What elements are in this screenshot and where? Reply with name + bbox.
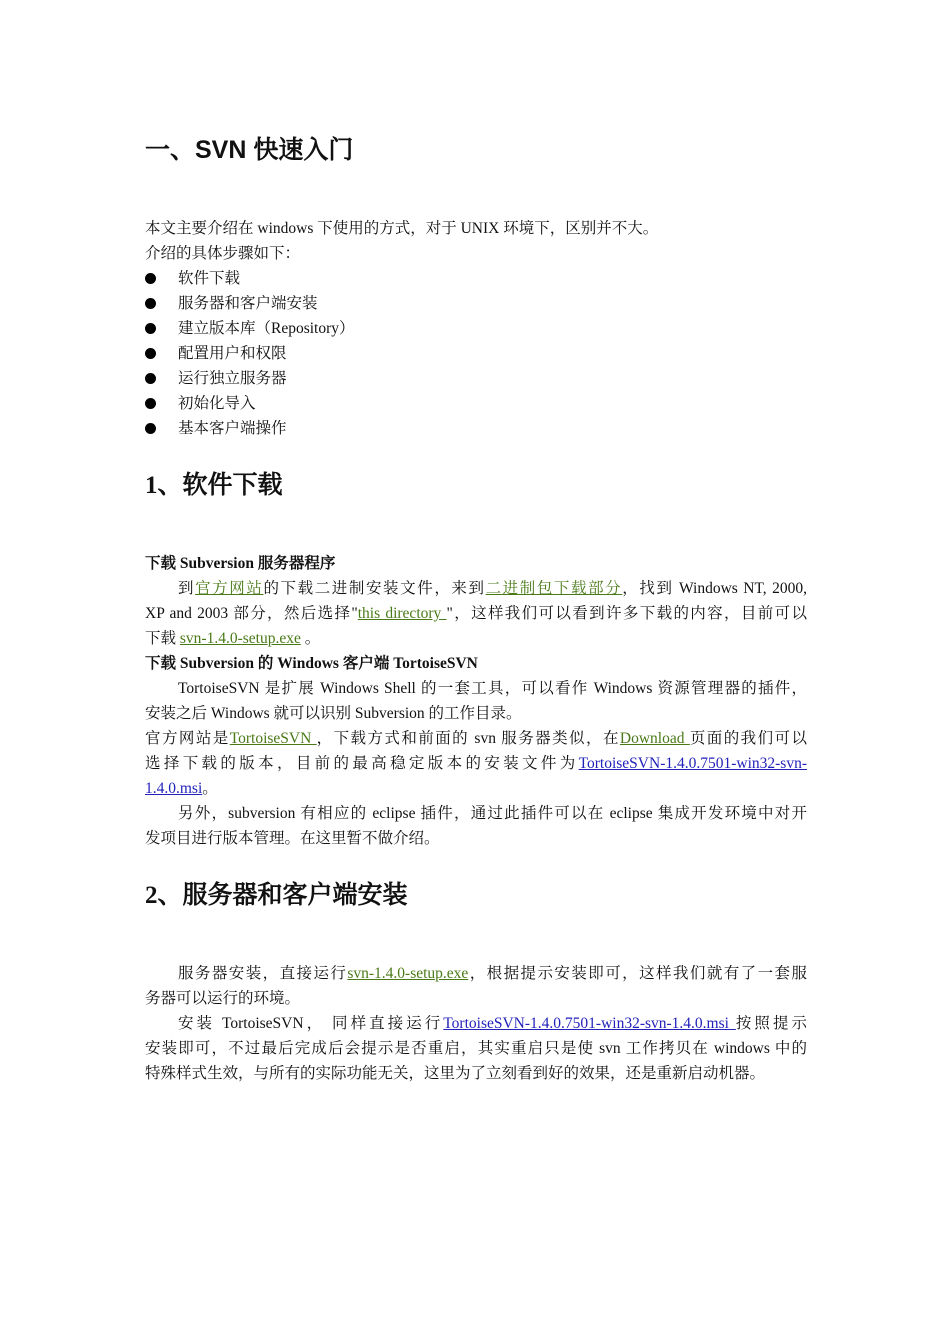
list-item: 建立版本库（Repository）: [145, 316, 807, 341]
paragraph-line: 官方网站是TortoiseSVN ，下载方式和前面的 svn 服务器类似，在Download 页面的我们可以: [145, 730, 807, 747]
binary-download-link[interactable]: 二进制包下载部分: [485, 580, 623, 597]
paragraph-line: 到官方网站的下载二进制安装文件，来到二进制包下载部分，找到 Windows NT, 2000,: [178, 580, 807, 597]
intro-block: [145, 216, 807, 441]
bullet-icon: [145, 298, 156, 309]
paragraph-line: 服务器安装，直接运行svn-1.4.0-setup.exe，根据提示安装即可，这样我们就有了一套服: [178, 965, 807, 982]
intro-line-2: 介绍的具体步骤如下：: [145, 245, 301, 262]
list-item: 软件下载: [145, 266, 807, 291]
tortoisesvn-link[interactable]: TortoiseSVN: [229, 730, 317, 747]
this-directory-link[interactable]: this directory: [357, 605, 447, 622]
paragraph-line: TortoiseSVN 是扩展 Windows Shell 的一套工具，可以看作 Windows 资源管理器的插件，: [178, 680, 807, 697]
paragraph-line: 安装 TortoiseSVN， 同样直接运行TortoiseSVN-1.4.0.7501-win32-svn-1.4.0.msi 按照提示: [178, 1015, 807, 1032]
paragraph-line: 务器可以运行的环境。: [145, 990, 301, 1007]
tortoisesvn-msi-link-cont[interactable]: 1.4.0.msi: [145, 780, 203, 797]
list-item: 服务器和客户端安装: [145, 291, 807, 316]
paragraph-line: 安装之后 Windows 就可以识别 Subversion 的工作目录。: [145, 705, 522, 722]
paragraph-line: 1.4.0.msi。: [145, 780, 218, 797]
paragraph-line: 下载 svn-1.4.0-setup.exe 。: [145, 630, 321, 647]
svn-setup-link[interactable]: svn-1.4.0-setup.exe: [179, 630, 301, 647]
tortoisesvn-msi-link[interactable]: TortoiseSVN-1.4.0.7501-win32-svn-: [578, 755, 807, 772]
paragraph-line: 另外，subversion 有相应的 eclipse 插件，通过此插件可以在 eclipse 集成开发环境中对开: [178, 805, 807, 822]
subheading-server-download: 下载 Subversion 服务器程序: [145, 555, 336, 572]
tortoisesvn-msi-link-2[interactable]: TortoiseSVN-1.4.0.7501-win32-svn-1.4.0.msi: [443, 1015, 736, 1032]
steps-list: [145, 266, 807, 441]
list-item: 配置用户和权限: [145, 341, 807, 366]
official-site-link[interactable]: 官方网站: [195, 580, 264, 597]
section-1-heading: 1、软件下载: [145, 472, 283, 499]
bullet-icon: [145, 398, 156, 409]
section-2-body: [145, 961, 807, 1086]
download-page-link[interactable]: Download: [619, 730, 690, 747]
paragraph-line: 特殊样式生效，与所有的实际功能无关，这里为了立刻看到好的效果，还是重新启动机器。: [145, 1065, 766, 1082]
bullet-icon: [145, 373, 156, 384]
bullet-icon: [145, 323, 156, 334]
svn-setup-link-2[interactable]: svn-1.4.0-setup.exe: [347, 965, 469, 982]
subheading-client-download: 下载 Subversion 的 Windows 客户端 TortoiseSVN: [145, 655, 478, 672]
list-item: 基本客户端操作: [145, 416, 807, 441]
list-item: 初始化导入: [145, 391, 807, 416]
bullet-icon: [145, 423, 156, 434]
paragraph-line: 安装即可，不过最后完成后会提示是否重启，其实重启只是使 svn 工作拷贝在 windows 中的: [145, 1040, 807, 1057]
bullet-icon: [145, 348, 156, 359]
paragraph-line: 发项目进行版本管理。在这里暂不做介绍。: [145, 830, 440, 847]
paragraph-line: 选择下载的版本，目前的最高稳定版本的安装文件为TortoiseSVN-1.4.0.7501-win32-svn-: [145, 755, 807, 772]
list-item: 运行独立服务器: [145, 366, 807, 391]
section-1-body: [145, 551, 807, 851]
section-2-heading: 2、服务器和客户端安装: [145, 882, 408, 909]
bullet-icon: [145, 273, 156, 284]
intro-line-1: 本文主要介绍在 windows 下使用的方式，对于 UNIX 环境下，区别并不大。: [145, 220, 659, 237]
paragraph-line: XP and 2003 部分，然后选择"this directory "，这样我们可以看到许多下载的内容，目前可以: [145, 605, 807, 622]
page-title: 一、SVN 快速入门: [145, 136, 354, 164]
